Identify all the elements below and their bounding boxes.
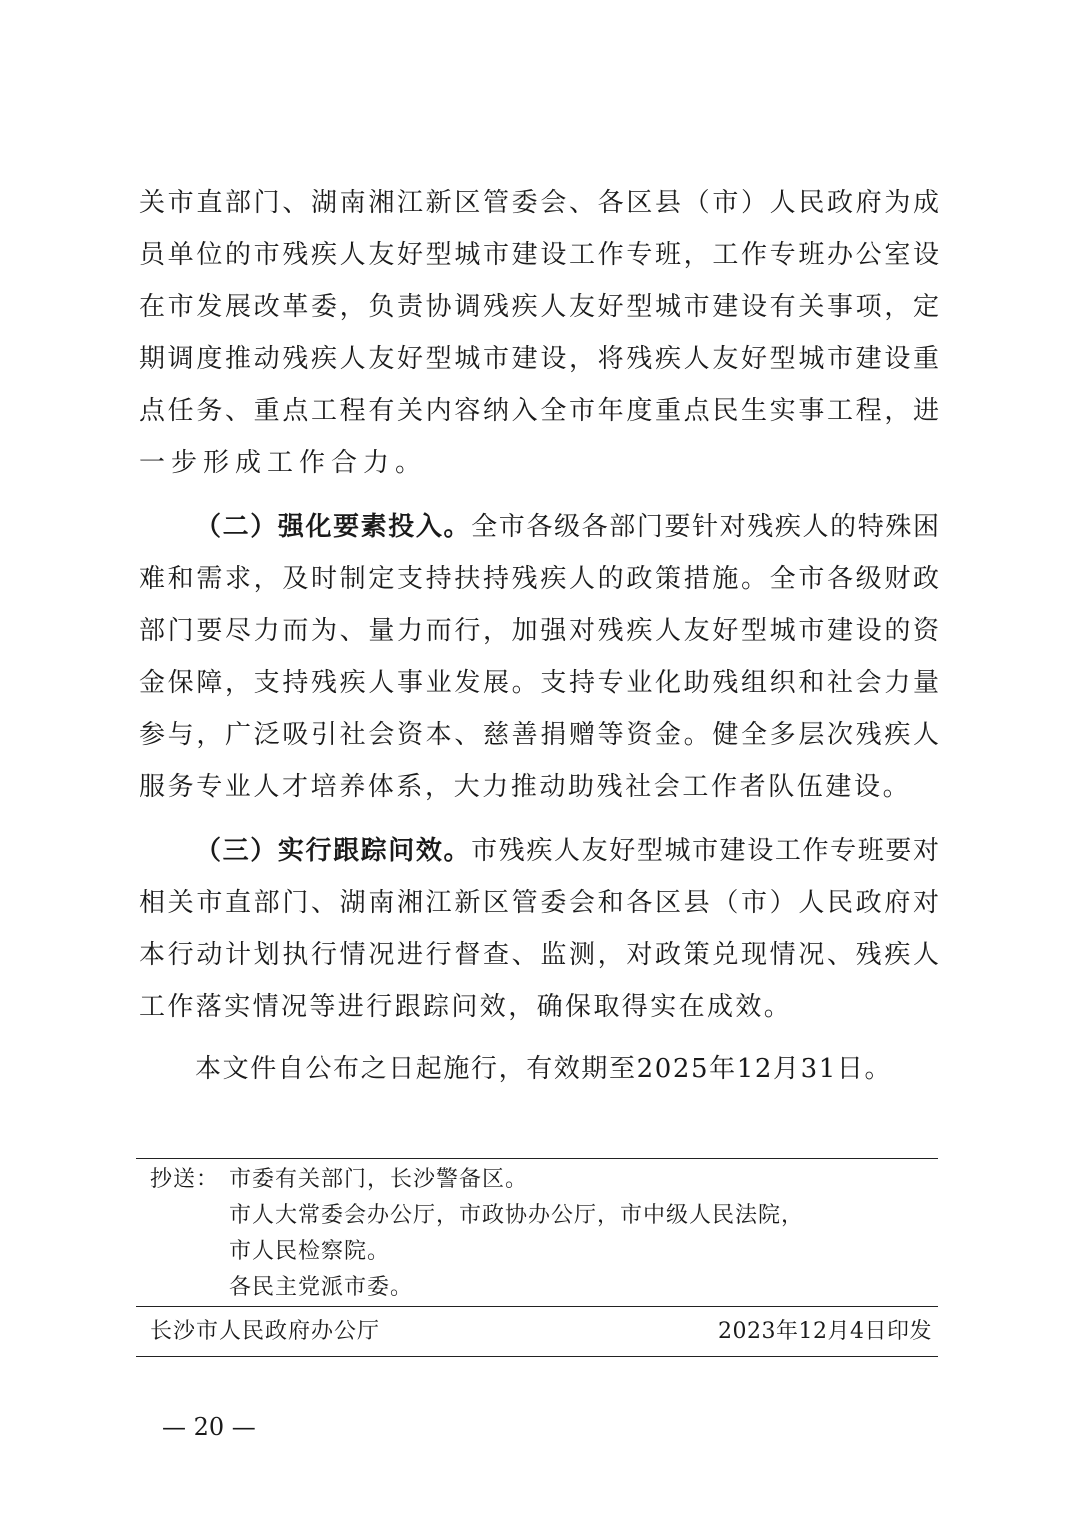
body-line-3: 在市发展改革委，负责协调残疾人友好型城市建设有关事项，定 bbox=[139, 292, 939, 322]
page-number: — 20 — bbox=[162, 1413, 256, 1441]
section3-line: 本行动计划执行情况进行督查、监测，对政策兑现情况、残疾人 bbox=[139, 940, 939, 970]
cc-line: 市人大常委会办公厅，市政协办公厅，市中级人民法院， bbox=[229, 1203, 805, 1228]
section2-line: 服务专业人才培养体系，大力推动助残社会工作者队伍建设。 bbox=[139, 772, 912, 802]
footer-bottom-rule bbox=[136, 1356, 938, 1357]
section3-heading: （三）实行跟踪问效。 bbox=[195, 836, 472, 866]
section3-first-line-text: 市残疾人友好型城市建设工作专班要对 bbox=[471, 836, 939, 866]
cc-bottom-rule bbox=[136, 1306, 938, 1307]
section2-line: 难和需求，及时制定支持扶持残疾人的政策措施。全市各级财政 bbox=[139, 564, 939, 594]
section2-line: 金保障，支持残疾人事业发展。支持专业化助残组织和社会力量 bbox=[139, 668, 939, 698]
section2-line: 参与，广泛吸引社会资本、慈善捐赠等资金。健全多层次残疾人 bbox=[139, 720, 939, 750]
section2-first-line bbox=[195, 512, 939, 542]
body-line-1: 关市直部门、湖南湘江新区管委会、各区县（市）人民政府为成 bbox=[139, 188, 939, 218]
cc-line: 市委有关部门，长沙警备区。 bbox=[229, 1167, 529, 1192]
body-line-2: 员单位的市残疾人友好型城市建设工作专班，工作专班办公室设 bbox=[139, 240, 939, 270]
cc-line: 市人民检察院。 bbox=[229, 1239, 391, 1264]
cc-line: 各民主党派市委。 bbox=[229, 1275, 414, 1300]
section2-heading: （二）强化要素投入。 bbox=[195, 512, 472, 542]
issue-date: 2023年12月4日印发 bbox=[718, 1319, 932, 1344]
issuer: 长沙市人民政府办公厅 bbox=[150, 1319, 381, 1344]
section2-first-line-text: 全市各级各部门要针对残疾人的特殊困 bbox=[471, 512, 939, 542]
body-line-5: 点任务、重点工程有关内容纳入全市年度重点民生实事工程，进 bbox=[139, 396, 939, 426]
effective-date-line: 本文件自公布之日起施行，有效期至2025年12月31日。 bbox=[195, 1054, 893, 1084]
section2-line: 部门要尽力而为、量力而行，加强对残疾人友好型城市建设的资 bbox=[139, 616, 939, 646]
body-line-6: 一步形成工作合力。 bbox=[139, 448, 428, 478]
section3-first-line bbox=[195, 836, 939, 866]
body-line-4: 期调度推动残疾人友好型城市建设，将残疾人友好型城市建设重 bbox=[139, 344, 939, 374]
cc-label: 抄送： bbox=[150, 1167, 220, 1192]
cc-top-rule bbox=[136, 1158, 938, 1159]
section3-line: 相关市直部门、湖南湘江新区管委会和各区县（市）人民政府对 bbox=[139, 888, 939, 918]
section3-line: 工作落实情况等进行跟踪问效，确保取得实在成效。 bbox=[139, 992, 793, 1022]
